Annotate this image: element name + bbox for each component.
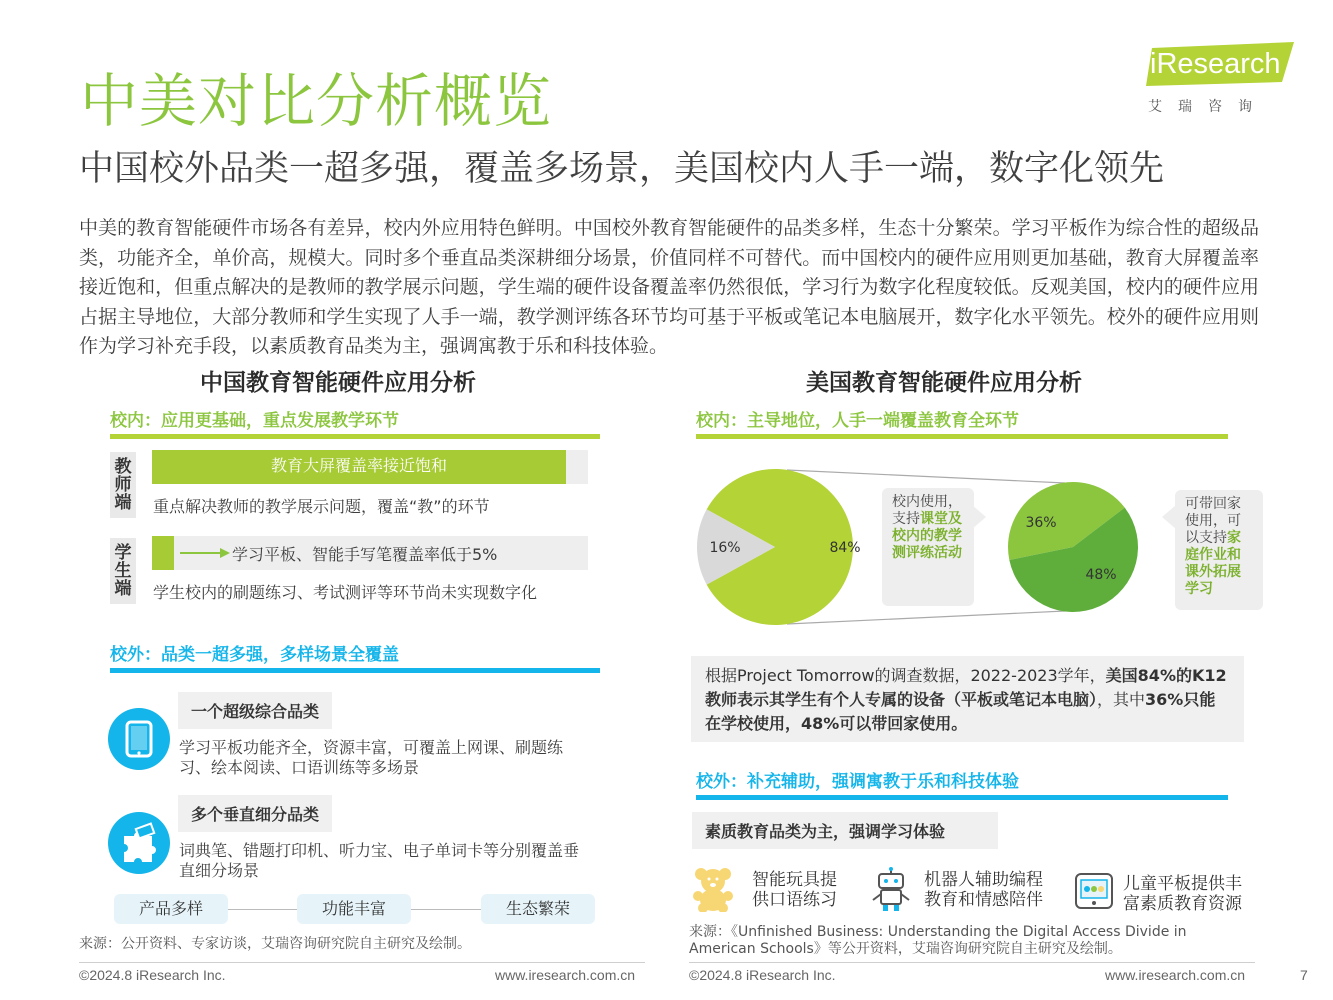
page-title: 中美对比分析概览 bbox=[80, 67, 553, 135]
item-kids-tablet-label: 儿童平板提供丰富素质教育资源 bbox=[1123, 874, 1242, 914]
china-footer-line bbox=[79, 962, 645, 963]
usa-footer-url: www.iresearch.com.cn bbox=[1105, 967, 1246, 983]
teacher-bar-fill: 教育大屏覆盖率接近饱和 bbox=[152, 450, 566, 484]
teacher-side-label: 教师端 bbox=[110, 452, 136, 518]
bubble1-plain-text: 校内使用，支持 bbox=[892, 494, 962, 527]
page-subtitle: 中国校外品类一超多强，覆盖多场景，美国校内人手一端，数字化领先 bbox=[79, 149, 1165, 189]
usa-footer-line bbox=[689, 962, 1255, 963]
bubble2-plain-text: 可带回家使用，可以支持 bbox=[1185, 496, 1241, 546]
china-inschool-underline bbox=[110, 434, 600, 439]
item2-heading: 多个垂直细分品类 bbox=[178, 795, 332, 832]
usa-inschool-underline bbox=[696, 434, 1228, 439]
tag-diverse-products: 产品多样 bbox=[114, 894, 228, 924]
note-part-1: 根据Project Tomorrow的调查数据，2022-2023学年， bbox=[705, 666, 1106, 685]
tag-rich-features: 功能丰富 bbox=[297, 894, 411, 924]
bubble1-pointer-icon bbox=[972, 505, 986, 529]
in-school-use-bubble bbox=[882, 488, 974, 606]
device-ownership-pie bbox=[697, 469, 861, 625]
china-footer-url: www.iresearch.com.cn bbox=[495, 967, 636, 983]
iresearch-logo bbox=[1144, 42, 1296, 122]
bubble1-bold-text: 课堂及校内的教学测评练活动 bbox=[892, 511, 962, 561]
pie1-label-16: 16% bbox=[709, 540, 741, 556]
student-bar-fill bbox=[152, 536, 174, 570]
tag-thriving-ecosystem: 生态繁荣 bbox=[481, 894, 595, 924]
bubble2-bold-text: 家庭作业和课外拓展学习 bbox=[1185, 530, 1241, 597]
student-description: 学生校内的刷题练习、考试测评等环节尚未实现数字化 bbox=[153, 583, 538, 602]
page-number: 7 bbox=[1300, 967, 1308, 983]
usa-inschool-title: 校内：主导地位，人手一端覆盖教育全环节 bbox=[696, 411, 1019, 431]
usa-footer-copyright: ©2024.8 iResearch Inc. bbox=[689, 967, 836, 983]
china-outschool-title: 校外：品类一超多强，多样场景全覆盖 bbox=[110, 645, 399, 665]
connector-bottom bbox=[787, 611, 1065, 624]
item-robot-label: 机器人辅助编程教育和情感陪伴 bbox=[924, 870, 1043, 910]
usa-column-title: 美国教育智能硬件应用分析 bbox=[806, 370, 1082, 396]
china-footer-copyright: ©2024.8 iResearch Inc. bbox=[79, 967, 226, 983]
note-part-4: 36%只能在学校使用，48%可以带回家使用。 bbox=[705, 690, 1216, 733]
logo-text: iResearch bbox=[1150, 48, 1281, 80]
china-column-title: 中国教育智能硬件应用分析 bbox=[200, 370, 476, 396]
arrow-right-icon bbox=[180, 547, 230, 559]
item1-heading: 一个超级综合品类 bbox=[178, 692, 332, 729]
china-outschool-underline bbox=[110, 668, 600, 673]
item2-text: 词典笔、错题打印机、听力宝、电子单词卡等分别覆盖垂直细分场景 bbox=[179, 841, 580, 880]
intro-paragraph: 中美的教育智能硬件市场各有差异，校内外应用特色鲜明。中国校外教育智能硬件的品类多样，生态十分繁荣。学习平板作为综合性的超级品类，功能齐全，单价高，规模大。同时多个垂直品类深耕细分场景，价值同样不可替代。而中国校内的硬件应用则更加基础，教育大屏覆盖率接近饱和，但重点解决的是教师的教学展示问题，学生端的硬件设备覆盖率仍然很低，学习行为数字化程度较低。反观美国，校内的硬件应用占据主导地位，大部分教师和学生实现了人手一端，教学测评练各环节均可基于平板或笔记本电脑展开，数字化水平领先。校外的硬件应用则作为学习补充手段，以素质教育品类为主，强调寓教于乐和科技体验。 bbox=[79, 217, 1259, 357]
pie2-label-48: 48% bbox=[1085, 567, 1117, 583]
device-usage-pie bbox=[1008, 482, 1138, 612]
china-source: 来源：公开资料、专家访谈，艾瑞咨询研究院自主研究及绘制。 bbox=[79, 936, 471, 952]
student-side-label: 学生端 bbox=[110, 538, 136, 604]
take-home-bubble bbox=[1175, 490, 1263, 610]
connector-top bbox=[787, 470, 1065, 483]
student-bar-text: 学习平板、智能手写笔覆盖率低于5% bbox=[232, 545, 498, 564]
student-bar-track bbox=[152, 536, 588, 570]
item-smart-toy-label: 智能玩具提供口语练习 bbox=[752, 870, 837, 910]
usa-outschool-underline bbox=[696, 795, 1228, 800]
teacher-description: 重点解决教师的教学展示问题，覆盖“教”的环节 bbox=[153, 497, 490, 516]
note-part-2: 美国84%的K12教师表示其学生有个人专属的设备（平板或笔记本电脑） bbox=[705, 666, 1227, 709]
quality-education-heading: 素质教育品类为主，强调学习体验 bbox=[692, 812, 998, 849]
tablet-icon bbox=[108, 708, 170, 770]
kids-tablet-icon bbox=[1072, 868, 1116, 912]
bubble2-pointer-icon bbox=[1162, 505, 1176, 529]
pie1-label-84: 84% bbox=[829, 540, 861, 556]
logo-subtext: 艾瑞咨询 bbox=[1148, 99, 1268, 115]
usa-outschool-title: 校外：补充辅助，强调寓教于乐和科技体验 bbox=[696, 772, 1019, 792]
robot-icon bbox=[870, 866, 912, 912]
usa-source: 来源：《Unfinished Business: Understanding the Digital Access Divide in American Schools》等公开资料，艾瑞咨询研究院自主研究及绘制。 bbox=[689, 924, 1187, 957]
puzzle-icon bbox=[108, 812, 170, 874]
pie2-label-36: 36% bbox=[1025, 515, 1057, 531]
teddy-bear-icon bbox=[692, 866, 734, 912]
china-inschool-title: 校内：应用更基础，重点发展教学环节 bbox=[110, 411, 399, 431]
teacher-bar-track bbox=[152, 450, 588, 484]
item1-text: 学习平板功能齐全，资源丰富，可覆盖上网课、刷题练习、绘本阅读、口语训练等多场景 bbox=[179, 738, 564, 777]
note-part-3: ，其中 bbox=[1097, 690, 1146, 709]
survey-note bbox=[691, 656, 1244, 742]
